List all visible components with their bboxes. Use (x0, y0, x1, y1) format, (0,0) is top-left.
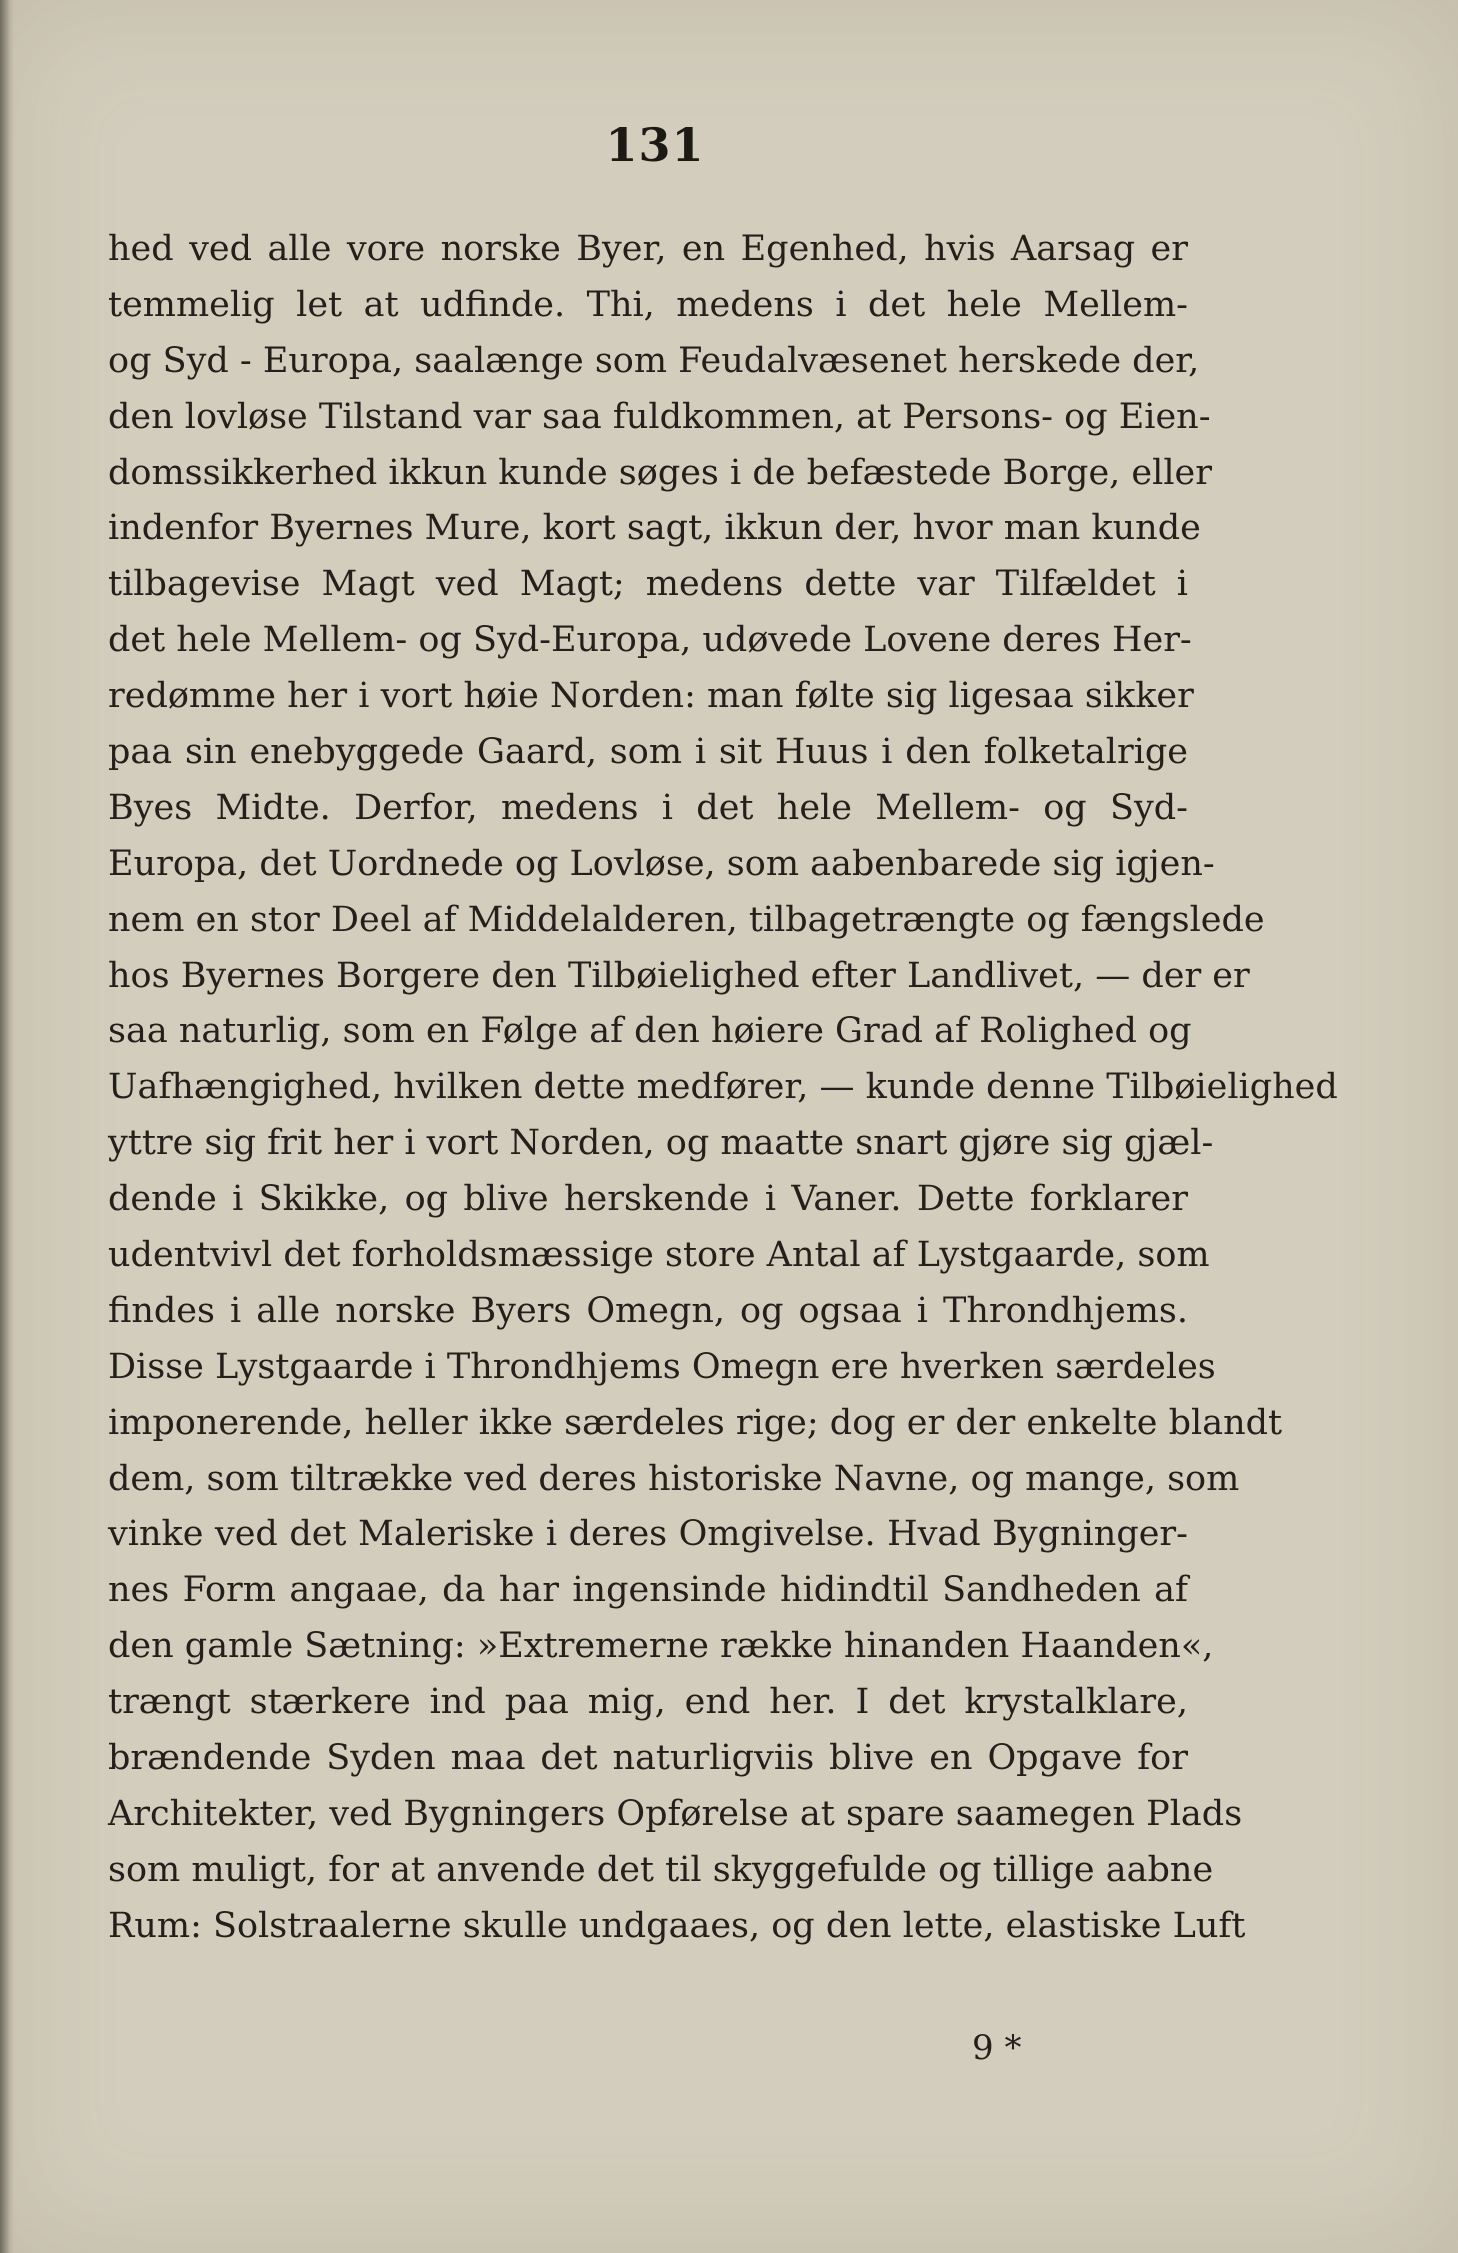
text-line: hos Byernes Borgere den Tilbøielighed efter Landlivet, — der er (108, 955, 1250, 996)
text-line: Architekter, ved Bygningers Opførelse at spare saamegen Plads (108, 1793, 1243, 1834)
text-line: vinke ved det Maleriske i deres Omgivelse. Hvad Bygninger- (108, 1514, 1188, 1555)
text-line: Europa, det Uordnede og Lovløse, som aabenbarede sig igjen- (108, 843, 1215, 884)
text-line: Disse Lystgaarde i Throndhjems Omegn ere hverken særdeles (108, 1346, 1216, 1387)
text-line: redømme her i vort høie Norden: man følte sig ligesaa sikker (108, 676, 1194, 717)
text-line: det hele Mellem- og Syd-Europa, udøvede Lovene deres Her- (108, 620, 1192, 661)
text-line: temmelig let at udfinde. Thi, medens i det hele Mellem- (108, 284, 1188, 325)
text-line: imponerende, heller ikke særdeles rige; dog er der enkelte blandt (108, 1402, 1283, 1443)
text-line: nes Form angaae, da har ingensinde hidindtil Sandheden af (108, 1570, 1188, 1611)
text-line: saa naturlig, som en Følge af den høiere Grad af Rolighed og (108, 1011, 1192, 1052)
text-line: nem en stor Deel af Middelalderen, tilbagetrængte og fængslede (108, 899, 1265, 940)
text-line: som muligt, for at anvende det til skyggefulde og tillige aabne (108, 1849, 1214, 1890)
text-line: findes i alle norske Byers Omegn, og ogsaa i Throndhjems. (108, 1290, 1188, 1331)
text-line: hed ved alle vore norske Byer, en Egenhed, hvis Aarsag er (108, 229, 1188, 269)
text-line: dem, som tiltrække ved deres historiske Navne, og mange, som (108, 1458, 1240, 1499)
text-line: paa sin enebyggede Gaard, som i sit Huus i den folketalrige (108, 732, 1188, 773)
text-line: yttre sig frit her i vort Norden, og maatte snart gjøre sig gjæl- (108, 1123, 1214, 1164)
text-line: udentvivl det forholdsmæssige store Antal af Lystgaarde, som (108, 1235, 1210, 1276)
text-line: Byes Midte. Derfor, medens i det hele Mellem- og Syd- (108, 787, 1188, 828)
text-line: indenfor Byernes Mure, kort sagt, ikkun der, hvor man kunde (108, 508, 1201, 549)
text-line: den lovløse Tilstand var saa fuldkommen, at Persons- og Eien- (108, 396, 1211, 437)
page-number: 131 (605, 118, 705, 172)
text-line: trængt stærkere ind paa mig, end her. I det krystalklare, (108, 1682, 1188, 1723)
text-line: domssikkerhed ikkun kunde søges i de befæstede Borge, eller (108, 452, 1212, 493)
signature-mark: 9 * (972, 2028, 1022, 2068)
body-text (108, 222, 1338, 1955)
text-line: brændende Syden maa det naturligviis blive en Opgave for (108, 1738, 1188, 1779)
text-line: dende i Skikke, og blive herskende i Vaner. Dette forklarer (108, 1179, 1188, 1220)
text-line: tilbagevise Magt ved Magt; medens dette var Tilfældet i (108, 564, 1188, 605)
text-line: og Syd - Europa, saalænge som Feudalvæsenet herskede der, (108, 340, 1200, 381)
page-binding-edge (0, 0, 14, 2253)
text-line: den gamle Sætning: »Extremerne række hinanden Haanden«, (108, 1626, 1214, 1667)
text-line: Rum: Solstraalerne skulle undgaaes, og den lette, elastiske Luft (108, 1905, 1246, 1946)
text-line: Uafhængighed, hvilken dette medfører, — kunde denne Tilbøielighed (108, 1067, 1338, 1108)
